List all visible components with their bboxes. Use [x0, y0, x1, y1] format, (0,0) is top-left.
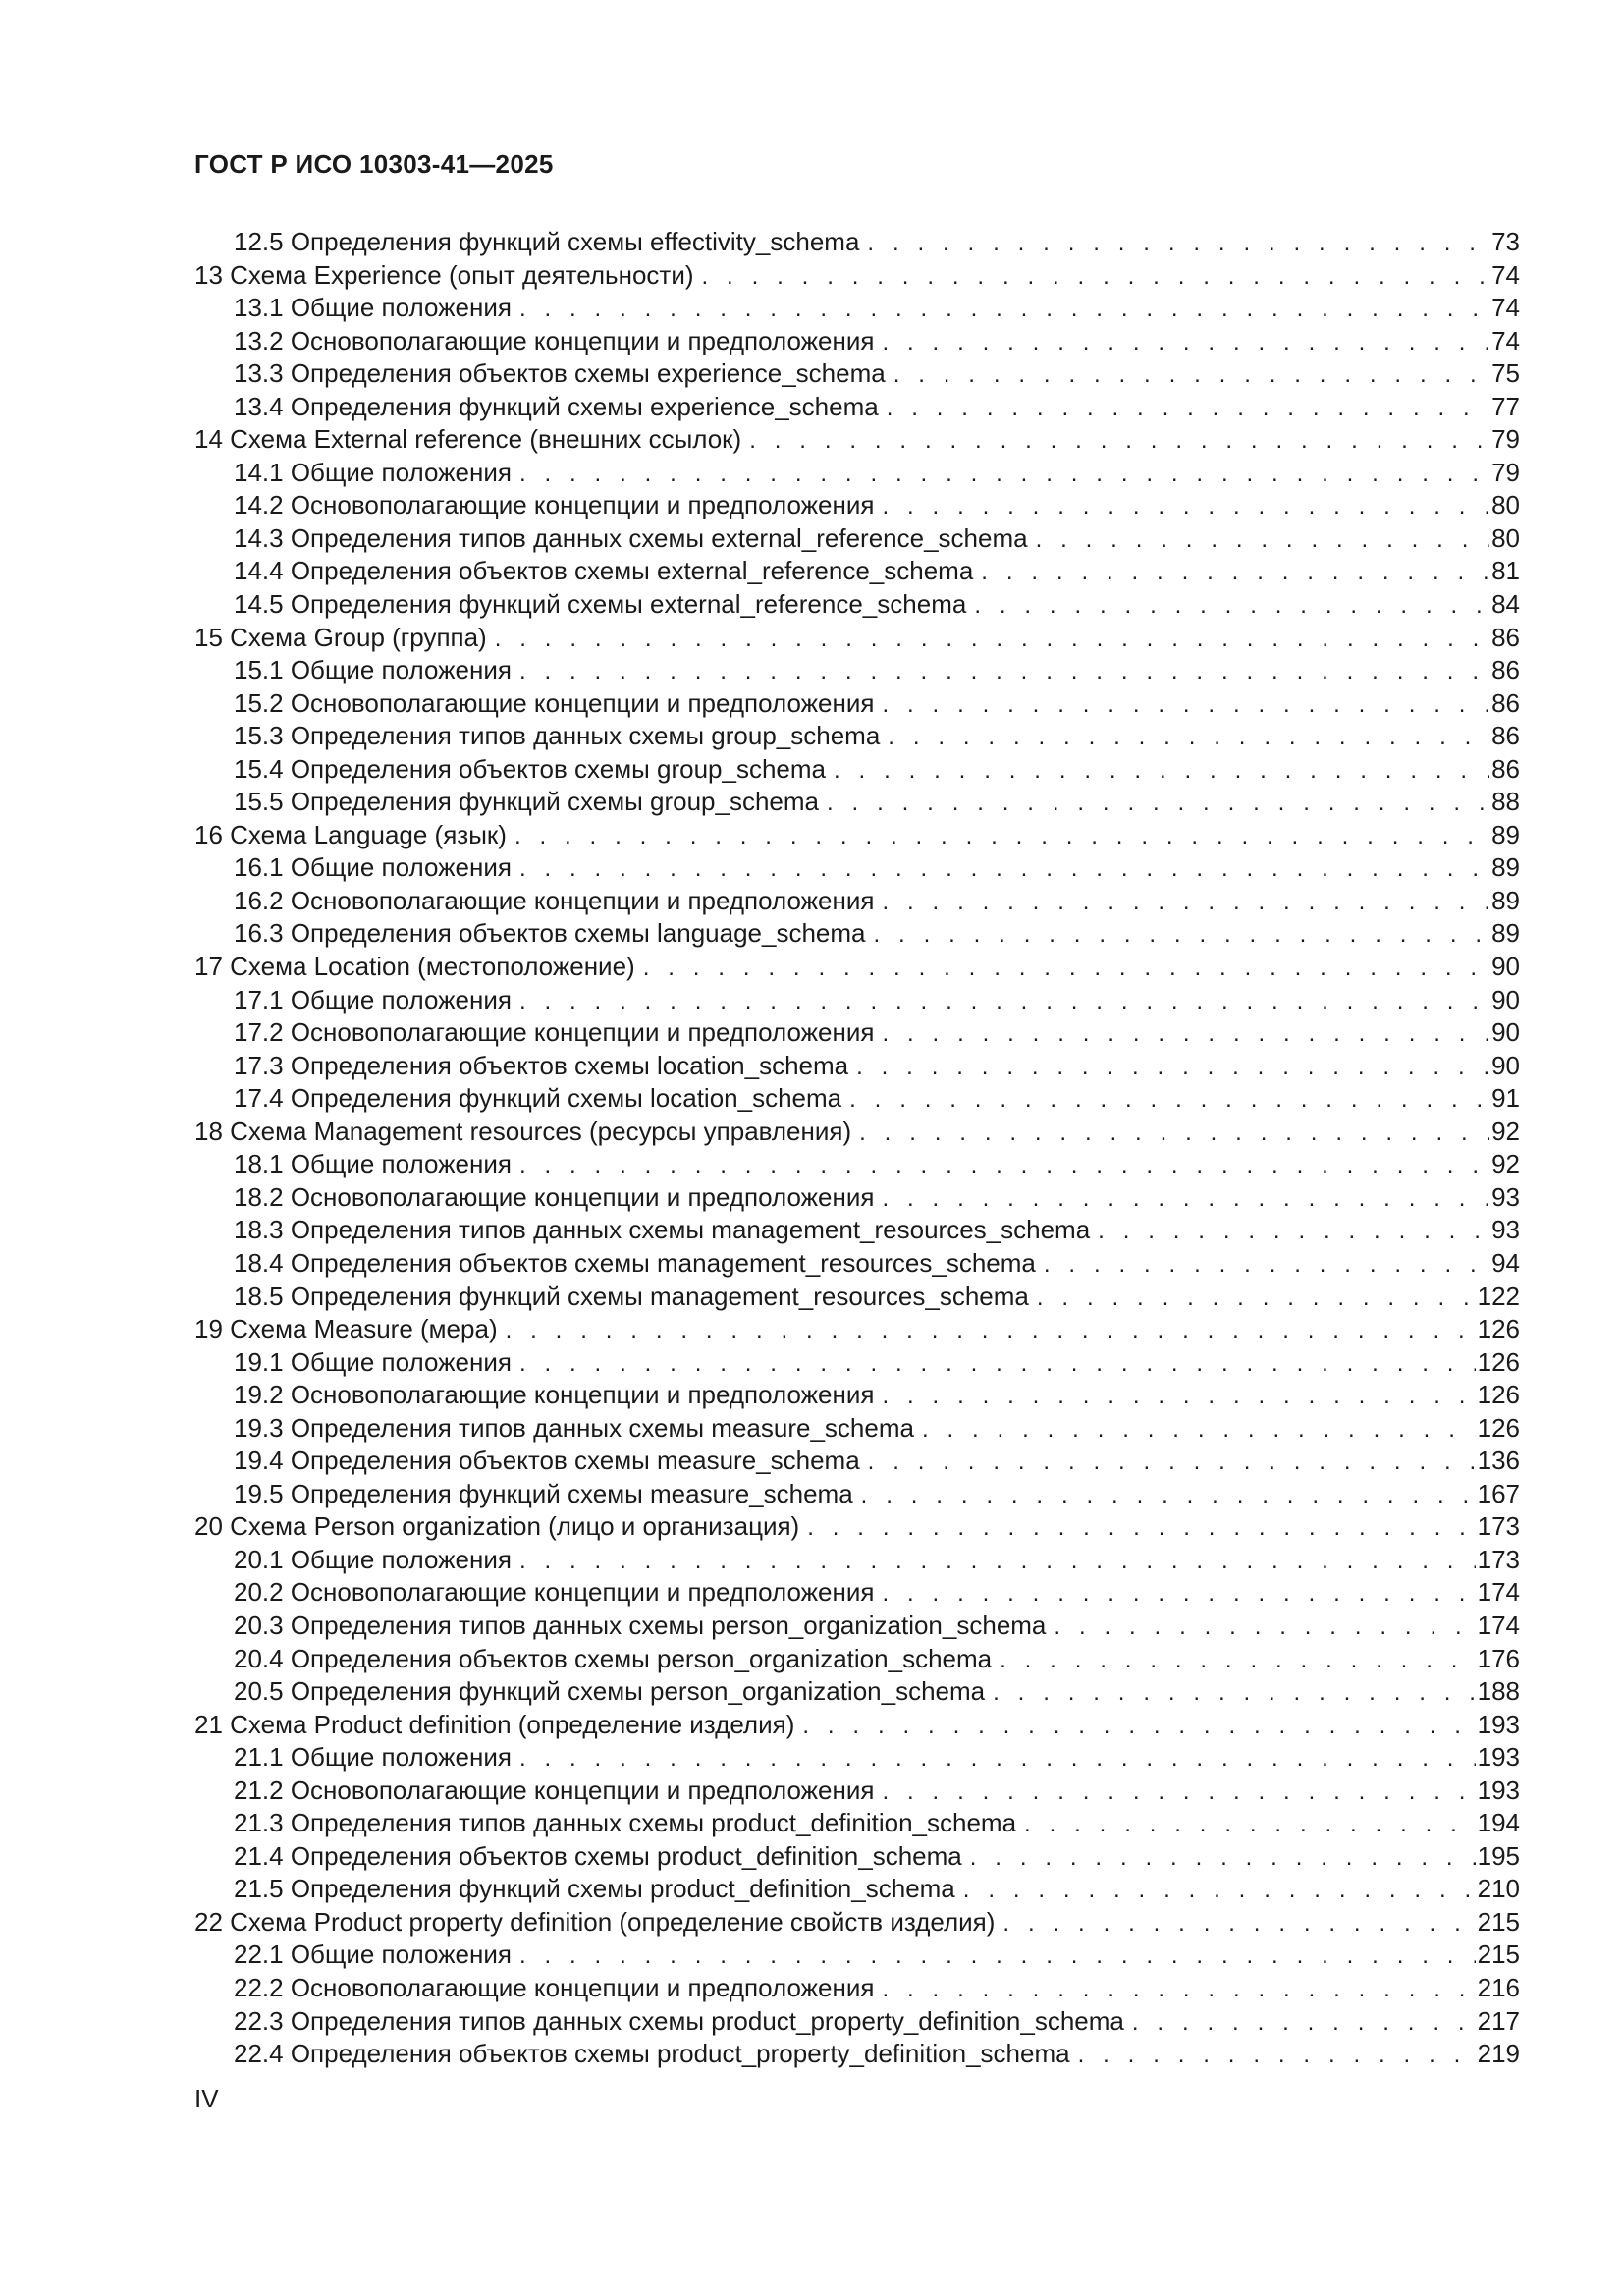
- toc-entry-page: 84: [1491, 589, 1520, 620]
- toc-dot-leader: [519, 852, 1489, 886]
- toc-entry-page: 89: [1491, 852, 1520, 883]
- toc-dot-leader: [519, 293, 1489, 326]
- toc-entry-title: 16.1 Общие положения: [234, 852, 512, 883]
- toc-entry[interactable]: [194, 325, 1520, 358]
- toc-entry-title: 18.2 Основополагающие концепции и предположения: [234, 1181, 875, 1212]
- toc-entry-title: 15.5 Определения функций схемы group_schema: [234, 787, 820, 817]
- toc-entry[interactable]: [194, 1576, 1520, 1610]
- toc-entry-title: 16.3 Определения объектов схемы language_schema: [234, 918, 866, 949]
- toc-entry-title: 18.5 Определения функций схемы management_resources_schema: [234, 1281, 1029, 1311]
- toc-dot-leader: [963, 1874, 1476, 1907]
- toc-entry-title: 22 Схема Product property definition (определение свойств изделия): [194, 1906, 996, 1937]
- toc-entry-page: 193: [1477, 1709, 1520, 1739]
- toc-entry[interactable]: [194, 1214, 1520, 1247]
- toc-entry-page: 93: [1491, 1215, 1520, 1245]
- toc-entry[interactable]: [194, 819, 1520, 852]
- toc-entry[interactable]: [194, 1972, 1520, 2005]
- toc-entry-title: 20.3 Определения типов данных схемы person_organization_schema: [234, 1610, 1047, 1640]
- toc-dot-leader: [859, 1117, 1489, 1150]
- toc-entry-page: 89: [1491, 918, 1520, 949]
- toc-entry[interactable]: [194, 917, 1520, 951]
- toc-entry-page: 80: [1491, 522, 1520, 553]
- toc-dot-leader: [993, 1676, 1475, 1710]
- toc-dot-leader: [1036, 523, 1490, 557]
- toc-entry-page: 215: [1477, 1906, 1520, 1937]
- toc-entry[interactable]: [194, 622, 1520, 655]
- toc-entry-page: 217: [1477, 2005, 1520, 2036]
- toc-dot-leader: [882, 1017, 1489, 1051]
- toc-dot-leader: [882, 1776, 1475, 1809]
- toc-entry-title: 15.2 Основополагающие концепции и предположения: [234, 687, 875, 718]
- toc-entry[interactable]: [194, 2038, 1520, 2071]
- toc-entry-page: 126: [1477, 1412, 1520, 1443]
- toc-entry[interactable]: [194, 1082, 1520, 1116]
- toc-entry-title: 16.2 Основополагающие концепции и предположения: [234, 885, 875, 915]
- toc-entry[interactable]: [194, 1775, 1520, 1808]
- toc-entry-page: 86: [1491, 655, 1520, 685]
- toc-entry[interactable]: [194, 1741, 1520, 1775]
- toc-entry-page: 74: [1491, 293, 1520, 323]
- toc-entry-title: 19.2 Основополагающие концепции и предположения: [234, 1380, 875, 1410]
- toc-entry[interactable]: [194, 1050, 1520, 1083]
- toc-dot-leader: [506, 1314, 1476, 1347]
- toc-entry[interactable]: [194, 753, 1520, 787]
- toc-entry-page: 193: [1477, 1742, 1520, 1773]
- toc-entry-title: 21.5 Определения функций схемы product_definition_schema: [234, 1874, 955, 1904]
- toc-entry-title: 22.4 Определения объектов схемы product_property_definition_schema: [234, 2039, 1070, 2069]
- toc-entry[interactable]: [194, 1346, 1520, 1380]
- toc-dot-leader: [514, 820, 1489, 853]
- toc-entry-page: 174: [1477, 1610, 1520, 1640]
- toc-entry[interactable]: [194, 851, 1520, 885]
- toc-entry[interactable]: [194, 489, 1520, 522]
- toc-dot-leader: [868, 1446, 1476, 1479]
- toc-entry[interactable]: [194, 951, 1520, 984]
- toc-entry-title: 14.4 Определения объектов схемы external_reference_schema: [234, 556, 974, 586]
- toc-entry-title: 15.1 Общие положения: [234, 655, 512, 685]
- toc-entry-page: 126: [1477, 1380, 1520, 1410]
- toc-entry-title: 17.4 Определения функций схемы location_schema: [234, 1083, 842, 1114]
- toc-entry[interactable]: [194, 1379, 1520, 1412]
- toc-entry-page: 92: [1491, 1149, 1520, 1179]
- toc-dot-leader: [970, 1841, 1476, 1875]
- toc-entry-page: 77: [1491, 391, 1520, 421]
- toc-entry[interactable]: [194, 1675, 1520, 1709]
- toc-entry[interactable]: [194, 1709, 1520, 1742]
- toc-entry-title: 19.3 Определения типов данных схемы measure_schema: [234, 1412, 914, 1443]
- toc-dot-leader: [827, 787, 1489, 820]
- toc-entry-title: 13.1 Общие положения: [234, 293, 512, 323]
- toc-entry-page: 74: [1491, 325, 1520, 355]
- toc-dot-leader: [519, 1545, 1476, 1578]
- toc-entry-title: 14.3 Определения типов данных схемы external_reference_schema: [234, 522, 1028, 553]
- toc-entry[interactable]: [194, 1643, 1520, 1676]
- toc-dot-leader: [1044, 1248, 1489, 1282]
- toc-entry[interactable]: [194, 1016, 1520, 1050]
- toc-entry-title: 21.1 Общие положения: [234, 1742, 512, 1773]
- toc-entry-title: 21 Схема Product definition (определение изделия): [194, 1709, 795, 1739]
- toc-entry-page: 176: [1477, 1643, 1520, 1673]
- toc-entry-page: 89: [1491, 819, 1520, 849]
- toc-dot-leader: [643, 952, 1489, 985]
- toc-entry[interactable]: [194, 1510, 1520, 1544]
- toc-entry[interactable]: [194, 885, 1520, 918]
- toc-dot-leader: [867, 227, 1489, 260]
- toc-dot-leader: [849, 1083, 1489, 1117]
- toc-dot-leader: [887, 392, 1489, 425]
- toc-entry-page: 173: [1477, 1511, 1520, 1542]
- toc-entry-page: 174: [1477, 1577, 1520, 1608]
- toc-entry-page: 75: [1491, 358, 1520, 389]
- toc-entry[interactable]: [194, 2005, 1520, 2039]
- toc-entry[interactable]: [194, 1116, 1520, 1149]
- toc-entry-page: 122: [1477, 1281, 1520, 1311]
- toc-entry-title: 14.5 Определения функций схемы external_reference_schema: [234, 589, 967, 620]
- toc-entry-page: 79: [1491, 457, 1520, 487]
- toc-dot-leader: [1132, 2006, 1476, 2040]
- toc-entry-page: 92: [1491, 1116, 1520, 1146]
- toc-entry-title: 20 Схема Person organization (лицо и организация): [194, 1511, 800, 1542]
- toc-entry[interactable]: [194, 1807, 1520, 1840]
- toc-entry[interactable]: [194, 423, 1520, 457]
- toc-entry-page: 93: [1491, 1181, 1520, 1212]
- toc-entry-page: 73: [1491, 227, 1520, 256]
- toc-dot-leader: [802, 1710, 1475, 1743]
- toc-entry-title: 17.2 Основополагающие концепции и предположения: [234, 1017, 875, 1048]
- toc-dot-leader: [882, 1577, 1475, 1611]
- toc-entry-title: 21.4 Определения объектов схемы product_definition_schema: [234, 1840, 962, 1871]
- toc-entry-title: 16 Схема Language (язык): [194, 819, 507, 849]
- toc-dot-leader: [922, 1413, 1476, 1447]
- toc-entry-title: 18.3 Определения типов данных схемы management_resources_schema: [234, 1215, 1091, 1245]
- toc-entry-title: 13 Схема Experience (опыт деятельности): [194, 259, 694, 290]
- toc-dot-leader: [882, 688, 1489, 722]
- toc-entry[interactable]: [194, 391, 1520, 424]
- toc-entry-title: 21.2 Основополагающие концепции и предположения: [234, 1775, 875, 1805]
- toc-entry-title: 17 Схема Location (местоположение): [194, 952, 635, 982]
- toc-entry-page: 167: [1477, 1478, 1520, 1508]
- toc-dot-leader: [749, 424, 1489, 458]
- toc-dot-leader: [882, 1973, 1475, 2006]
- toc-entry-page: 89: [1491, 885, 1520, 915]
- toc-entry[interactable]: [194, 1445, 1520, 1478]
- toc-entry-title: 19.1 Общие положения: [234, 1346, 512, 1377]
- toc-entry-title: 20.1 Общие положения: [234, 1544, 512, 1574]
- toc-dot-leader: [874, 918, 1490, 952]
- toc-entry-title: 14.2 Основополагающие концепции и предположения: [234, 490, 875, 520]
- toc-entry-title: 22.2 Основополагающие концепции и предположения: [234, 1972, 875, 2002]
- toc-entry-page: 216: [1477, 1972, 1520, 2002]
- toc-entry-title: 13.3 Определения объектов схемы experience_schema: [234, 358, 886, 389]
- toc-dot-leader: [834, 754, 1489, 788]
- toc-entry-page: 81: [1491, 556, 1520, 586]
- toc-entry-page: 210: [1477, 1874, 1520, 1904]
- toc-entry-page: 90: [1491, 984, 1520, 1014]
- toc-dot-leader: [519, 1347, 1476, 1381]
- toc-entry[interactable]: [194, 522, 1520, 556]
- toc-entry-page: 86: [1491, 622, 1520, 652]
- toc-entry-page: 136: [1477, 1446, 1520, 1476]
- toc-entry-title: 15 Схема Group (группа): [194, 622, 487, 652]
- toc-entry[interactable]: [194, 984, 1520, 1017]
- toc-dot-leader: [974, 589, 1489, 623]
- toc-dot-leader: [1024, 1808, 1476, 1841]
- toc-entry[interactable]: [194, 1939, 1520, 1972]
- toc-entry-title: 13.4 Определения функций схемы experience_schema: [234, 391, 879, 421]
- toc-dot-leader: [519, 1149, 1489, 1182]
- toc-entry-title: 14 Схема External reference (внешних ссылок): [194, 424, 742, 455]
- toc-dot-leader: [882, 1182, 1489, 1216]
- toc-dot-leader: [519, 1742, 1476, 1776]
- toc-entry[interactable]: [194, 1840, 1520, 1874]
- toc-dot-leader: [981, 556, 1489, 589]
- toc-entry-title: 20.2 Основополагающие концепции и предположения: [234, 1577, 875, 1608]
- toc-entry[interactable]: [194, 1478, 1520, 1511]
- document-header: ГОСТ Р ИСО 10303-41—2025: [194, 149, 554, 179]
- toc-entry-title: 19.4 Определения объектов схемы measure_schema: [234, 1446, 860, 1476]
- toc-entry[interactable]: [194, 1412, 1520, 1446]
- toc-entry-title: 22.3 Определения типов данных схемы product_property_definition_schema: [234, 2005, 1124, 2036]
- toc-entry[interactable]: [194, 1906, 1520, 1940]
- toc-dot-leader: [1098, 1215, 1489, 1248]
- toc-entry-title: 18.1 Общие положения: [234, 1149, 512, 1179]
- toc-entry-page: 86: [1491, 721, 1520, 751]
- toc-entry-title: 21.3 Определения типов данных схемы product_definition_schema: [234, 1808, 1017, 1838]
- page-number: IV: [194, 2084, 219, 2113]
- toc-entry-page: 94: [1491, 1247, 1520, 1278]
- toc-entry[interactable]: [194, 588, 1520, 622]
- toc-entry[interactable]: [194, 687, 1520, 721]
- toc-dot-leader: [495, 623, 1489, 656]
- toc-dot-leader: [893, 358, 1489, 392]
- toc-entry[interactable]: [194, 226, 1520, 259]
- toc-dot-leader: [1037, 1282, 1476, 1315]
- toc-entry-title: 18 Схема Management resources (ресурсы управления): [194, 1116, 852, 1146]
- toc-entry[interactable]: [194, 1610, 1520, 1643]
- toc-entry-page: 91: [1491, 1083, 1520, 1114]
- toc-entry[interactable]: [194, 1181, 1520, 1215]
- toc-entry-page: 90: [1491, 1050, 1520, 1080]
- toc-dot-leader: [519, 985, 1489, 1018]
- toc-entry-title: 13.2 Основополагающие концепции и предположения: [234, 325, 875, 355]
- toc-dot-leader: [807, 1511, 1475, 1545]
- toc-entry-title: 12.5 Определения функций схемы effectivity_schema: [234, 227, 860, 256]
- toc-entry-title: 20.5 Определения функций схемы person_organization_schema: [234, 1676, 986, 1707]
- toc-dot-leader: [1002, 1907, 1475, 1941]
- toc-entry-title: 18.4 Определения объектов схемы management_resources_schema: [234, 1247, 1036, 1278]
- toc-entry[interactable]: [194, 1247, 1520, 1281]
- toc-dot-leader: [882, 886, 1489, 919]
- toc-entry-page: 88: [1491, 787, 1520, 817]
- toc-entry-title: 15.3 Определения типов данных схемы group_schema: [234, 721, 881, 751]
- toc-entry-title: 22.1 Общие положения: [234, 1940, 512, 1970]
- toc-dot-leader: [1054, 1611, 1475, 1644]
- toc-entry[interactable]: [194, 1544, 1520, 1577]
- toc-entry-title: 17.3 Определения объектов схемы location_schema: [234, 1050, 849, 1080]
- toc-dot-leader: [519, 458, 1489, 491]
- toc-entry-page: 126: [1477, 1314, 1520, 1344]
- toc-entry[interactable]: [194, 786, 1520, 819]
- toc-entry-title: 20.4 Определения объектов схемы person_organization_schema: [234, 1643, 993, 1673]
- toc-dot-leader: [702, 260, 1490, 294]
- toc-entry-title: 19.5 Определения функций схемы measure_schema: [234, 1478, 853, 1508]
- toc-entry[interactable]: [194, 555, 1520, 588]
- toc-entry-page: 126: [1477, 1346, 1520, 1377]
- toc-dot-leader: [856, 1051, 1489, 1084]
- toc-entry[interactable]: [194, 1148, 1520, 1181]
- toc-entry-page: 193: [1477, 1775, 1520, 1805]
- toc-entry[interactable]: [194, 654, 1520, 687]
- toc-entry-page: 80: [1491, 490, 1520, 520]
- toc-entry[interactable]: [194, 457, 1520, 490]
- toc-entry-page: 219: [1477, 2039, 1520, 2069]
- toc-entry-page: 90: [1491, 1017, 1520, 1048]
- toc-entry-page: 86: [1491, 687, 1520, 718]
- toc-entry-page: 173: [1477, 1544, 1520, 1574]
- toc-dot-leader: [882, 1380, 1475, 1413]
- toc-entry[interactable]: [194, 1313, 1520, 1346]
- toc-dot-leader: [519, 655, 1489, 688]
- toc-entry[interactable]: [194, 720, 1520, 753]
- toc-dot-leader: [519, 1940, 1476, 1973]
- toc-entry-page: 188: [1477, 1676, 1520, 1707]
- toc-entry-title: 19 Схема Measure (мера): [194, 1314, 498, 1344]
- toc-entry-title: 17.1 Общие положения: [234, 984, 512, 1014]
- toc-entry[interactable]: [194, 1281, 1520, 1314]
- toc-entry[interactable]: [194, 259, 1520, 293]
- toc-entry-page: 194: [1477, 1808, 1520, 1838]
- toc-entry-page: 195: [1477, 1840, 1520, 1871]
- table-of-contents: [194, 226, 1520, 2071]
- toc-entry-page: 74: [1491, 259, 1520, 290]
- toc-entry[interactable]: [194, 292, 1520, 325]
- toc-entry-page: 215: [1477, 1940, 1520, 1970]
- toc-entry-title: 15.4 Определения объектов схемы group_schema: [234, 753, 826, 784]
- toc-dot-leader: [882, 490, 1489, 523]
- toc-dot-leader: [888, 721, 1489, 754]
- toc-dot-leader: [1078, 2039, 1476, 2072]
- toc-entry-page: 86: [1491, 753, 1520, 784]
- toc-entry-page: 90: [1491, 952, 1520, 982]
- toc-entry-title: 14.1 Общие положения: [234, 457, 512, 487]
- toc-dot-leader: [882, 326, 1489, 359]
- toc-dot-leader: [861, 1479, 1476, 1512]
- toc-entry[interactable]: [194, 1873, 1520, 1906]
- toc-entry-page: 79: [1491, 424, 1520, 455]
- toc-entry[interactable]: [194, 357, 1520, 391]
- toc-dot-leader: [1000, 1644, 1476, 1677]
